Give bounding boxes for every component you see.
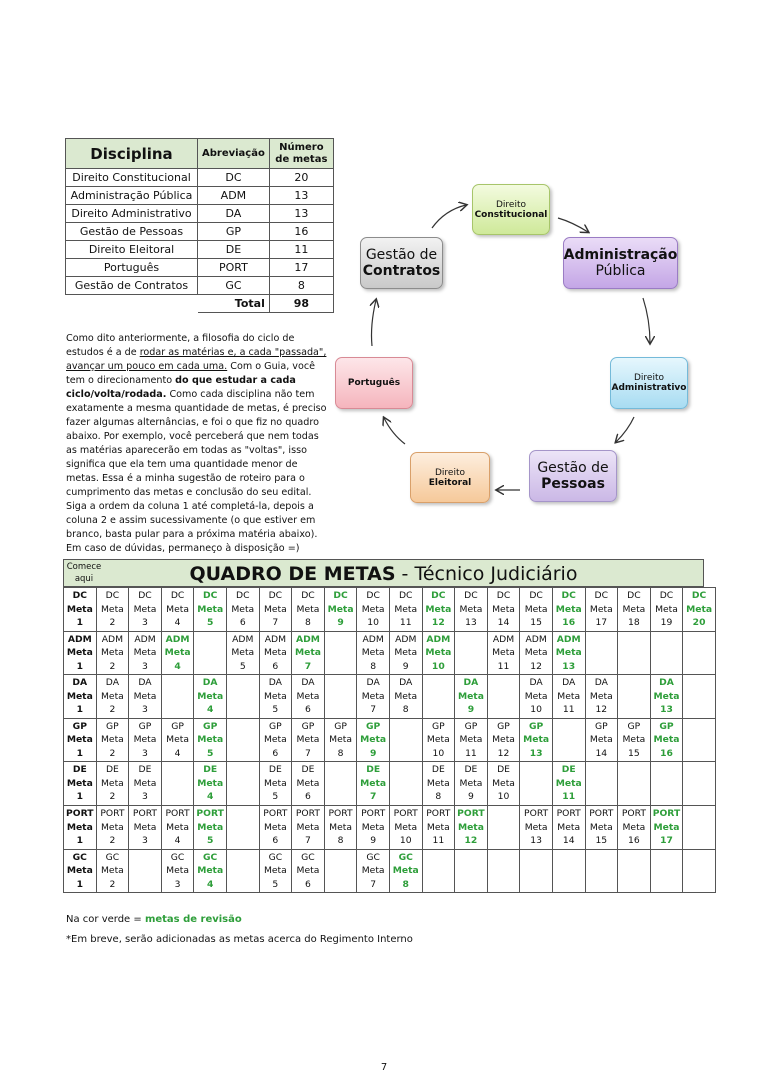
- goal-cell: DA Meta 9: [455, 675, 488, 719]
- empty-goal-cell: [683, 718, 716, 762]
- cycle-node-label: Direito: [633, 373, 664, 383]
- goal-cell: DA Meta 2: [96, 675, 129, 719]
- legend-prefix: Na cor verde =: [66, 914, 145, 925]
- goal-cell: GP Meta 8: [324, 718, 357, 762]
- goals-row-adm: [64, 631, 716, 675]
- empty-goal-cell: [324, 849, 357, 893]
- goal-cell: DE Meta 2: [96, 762, 129, 806]
- start-label-line1: Comece: [66, 562, 102, 572]
- intro-text-1: Como dito anteriormente, a filosofia do ciclo de estudos é a de: [66, 333, 295, 358]
- discipline-goals: 8: [269, 277, 333, 295]
- discipline-abbr: PORT: [198, 259, 270, 277]
- empty-goal-cell: [585, 849, 618, 893]
- goal-cell: GP Meta 9: [357, 718, 390, 762]
- goal-cell: DC Meta 6: [226, 588, 259, 632]
- cycle-node-gp: [529, 450, 617, 502]
- goal-cell: PORT Meta 11: [422, 805, 455, 849]
- goal-cell: GP Meta 5: [194, 718, 227, 762]
- goal-cell: ADM Meta 3: [129, 631, 162, 675]
- discipline-abbr: ADM: [198, 187, 270, 205]
- goals-title-rest: - Técnico Judiciário: [395, 563, 578, 585]
- discipline-abbr: DC: [198, 169, 270, 187]
- empty-goal-cell: [194, 631, 227, 675]
- empty-goal-cell: [552, 849, 585, 893]
- empty-goal-cell: [161, 675, 194, 719]
- goal-cell: ADM Meta 10: [422, 631, 455, 675]
- cycle-node-label: Pessoas: [541, 476, 605, 492]
- cycle-node-label: Gestão de: [365, 247, 438, 263]
- header-discipline: Disciplina: [66, 139, 198, 169]
- empty-goal-cell: [226, 849, 259, 893]
- empty-goal-cell: [683, 805, 716, 849]
- empty-goal-cell: [455, 849, 488, 893]
- discipline-abbr: GC: [198, 277, 270, 295]
- discipline-abbr: DE: [198, 241, 270, 259]
- cycle-node-da: [610, 357, 688, 409]
- header-goals-line1: Número: [279, 141, 324, 153]
- goal-cell: DC Meta 14: [487, 588, 520, 632]
- goal-cell: DC Meta 18: [618, 588, 651, 632]
- goal-cell: GP Meta 1: [64, 718, 97, 762]
- empty-goal-cell: [552, 718, 585, 762]
- arrow-de-to-port: [384, 418, 405, 444]
- empty-goal-cell: [585, 631, 618, 675]
- goal-cell: DA Meta 3: [129, 675, 162, 719]
- goal-cell: GP Meta 16: [650, 718, 683, 762]
- goals-row-gp: [64, 718, 716, 762]
- cycle-node-label: Constitucional: [474, 209, 548, 220]
- goal-cell: DE Meta 1: [64, 762, 97, 806]
- goal-cell: PORT Meta 7: [292, 805, 325, 849]
- goal-cell: DE Meta 3: [129, 762, 162, 806]
- arrow-da-to-gp: [616, 417, 634, 442]
- goal-cell: GC Meta 7: [357, 849, 390, 893]
- empty-goal-cell: [422, 849, 455, 893]
- cycle-node-label: Contratos: [362, 263, 441, 279]
- goal-cell: DE Meta 7: [357, 762, 390, 806]
- discipline-abbr: DA: [198, 205, 270, 223]
- goal-cell: DA Meta 6: [292, 675, 325, 719]
- goal-cell: DE Meta 4: [194, 762, 227, 806]
- arrow-gc-to-dc: [432, 205, 466, 228]
- goal-cell: PORT Meta 12: [455, 805, 488, 849]
- cycle-node-label: Administração: [563, 247, 678, 263]
- empty-goal-cell: [683, 849, 716, 893]
- empty-goal-cell: [683, 631, 716, 675]
- start-label-line2: aqui: [74, 574, 94, 584]
- cycle-node-label: Direito: [495, 199, 526, 210]
- goal-cell: DC Meta 9: [324, 588, 357, 632]
- goal-cell: DA Meta 7: [357, 675, 390, 719]
- goals-row-dc: [64, 588, 716, 632]
- discipline-goals: 13: [269, 205, 333, 223]
- goal-cell: ADM Meta 13: [552, 631, 585, 675]
- discipline-goals: 13: [269, 187, 333, 205]
- intro-text-3: Como cada disciplina não tem exatamente a mesma quantidade de metas, é preciso fazer algumas alternâncias, e foi o que fiz no quadro abaixo. Por exemplo, você perceberá que nem todas as matérias aparecerão em todas as "voltas", isso significa que ela tem uma quantidade menor de metas. Essa é a minha sugestão de roteiro para o cumprimento das metas e conclusão do seu edital. Siga a ordem da coluna 1 até completá-la, depois a coluna 2 e assim sucessivamente (o que estiver em branco, basta pular para a próxima matéria abaixo). Em caso de dúvidas, permaneço à disposição =): [66, 389, 327, 554]
- discipline-name: Administração Pública: [66, 187, 198, 205]
- empty-goal-cell: [324, 631, 357, 675]
- discipline-name: Português: [66, 259, 198, 277]
- empty-goal-cell: [683, 762, 716, 806]
- goal-cell: DC Meta 4: [161, 588, 194, 632]
- discipline-name: Gestão de Pessoas: [66, 223, 198, 241]
- header-abbreviation: Abreviação: [198, 139, 270, 169]
- empty-goal-cell: [161, 762, 194, 806]
- goal-cell: PORT Meta 5: [194, 805, 227, 849]
- cycle-node-port: [335, 357, 413, 409]
- cycle-node-label: Administrativo: [611, 383, 687, 393]
- goal-cell: ADM Meta 6: [259, 631, 292, 675]
- empty-goal-cell: [618, 675, 651, 719]
- empty-goal-cell: [650, 762, 683, 806]
- goal-cell: DE Meta 6: [292, 762, 325, 806]
- discipline-name: Gestão de Contratos: [66, 277, 198, 295]
- goal-cell: PORT Meta 3: [129, 805, 162, 849]
- goal-cell: DC Meta 2: [96, 588, 129, 632]
- goal-cell: GP Meta 7: [292, 718, 325, 762]
- goal-cell: PORT Meta 16: [618, 805, 651, 849]
- empty-goal-cell: [650, 631, 683, 675]
- goal-cell: DE Meta 9: [455, 762, 488, 806]
- discipline-name: Direito Administrativo: [66, 205, 198, 223]
- goal-cell: DE Meta 8: [422, 762, 455, 806]
- goal-cell: DE Meta 10: [487, 762, 520, 806]
- goal-cell: ADM Meta 7: [292, 631, 325, 675]
- goals-board-title: [64, 563, 703, 585]
- goal-cell: GC Meta 4: [194, 849, 227, 893]
- goal-cell: DC Meta 15: [520, 588, 553, 632]
- discipline-goals: 11: [269, 241, 333, 259]
- goal-cell: GC Meta 1: [64, 849, 97, 893]
- cycle-node-adm: [563, 237, 678, 289]
- goal-cell: DA Meta 4: [194, 675, 227, 719]
- goal-cell: PORT Meta 4: [161, 805, 194, 849]
- goal-cell: ADM Meta 5: [226, 631, 259, 675]
- discipline-goals: 17: [269, 259, 333, 277]
- empty-goal-cell: [324, 675, 357, 719]
- goal-cell: DA Meta 5: [259, 675, 292, 719]
- goal-cell: GP Meta 15: [618, 718, 651, 762]
- empty-goal-cell: [226, 805, 259, 849]
- goals-row-gc: [64, 849, 716, 893]
- goal-cell: GC Meta 3: [161, 849, 194, 893]
- goals-title-bold: QUADRO DE METAS: [189, 563, 396, 585]
- cycle-node-de: [410, 452, 490, 503]
- goal-cell: PORT Meta 13: [520, 805, 553, 849]
- goal-cell: GC Meta 2: [96, 849, 129, 893]
- goal-cell: DC Meta 20: [683, 588, 716, 632]
- goal-cell: DC Meta 13: [455, 588, 488, 632]
- goal-cell: PORT Meta 2: [96, 805, 129, 849]
- empty-goal-cell: [520, 849, 553, 893]
- intro-underlined: rodar as matérias e, a cada "passada", avançar um pouco em cada uma.: [66, 347, 327, 372]
- legend-green: metas de revisão: [144, 914, 242, 925]
- empty-goal-cell: [129, 849, 162, 893]
- goal-cell: GP Meta 14: [585, 718, 618, 762]
- goal-cell: DC Meta 12: [422, 588, 455, 632]
- empty-goal-cell: [487, 805, 520, 849]
- page-number: 7: [380, 1062, 388, 1073]
- cycle-node-label: Português: [347, 378, 401, 388]
- goal-cell: PORT Meta 10: [389, 805, 422, 849]
- goal-cell: PORT Meta 1: [64, 805, 97, 849]
- empty-goal-cell: [324, 762, 357, 806]
- empty-goal-cell: [226, 718, 259, 762]
- goal-cell: DC Meta 16: [552, 588, 585, 632]
- goal-cell: DC Meta 11: [389, 588, 422, 632]
- cycle-node-dc: [472, 184, 550, 235]
- goals-row-de: [64, 762, 716, 806]
- total-value: 98: [269, 295, 333, 313]
- empty-goal-cell: [618, 762, 651, 806]
- goal-cell: DC Meta 7: [259, 588, 292, 632]
- goal-cell: DC Meta 3: [129, 588, 162, 632]
- empty-goal-cell: [455, 631, 488, 675]
- empty-goal-cell: [650, 849, 683, 893]
- goal-cell: DA Meta 1: [64, 675, 97, 719]
- goal-cell: PORT Meta 14: [552, 805, 585, 849]
- discipline-goals: 20: [269, 169, 333, 187]
- goal-cell: DA Meta 13: [650, 675, 683, 719]
- arrow-adm-to-da: [643, 298, 650, 343]
- goal-cell: DE Meta 11: [552, 762, 585, 806]
- goal-cell: PORT Meta 17: [650, 805, 683, 849]
- goal-cell: PORT Meta 15: [585, 805, 618, 849]
- goal-cell: GP Meta 2: [96, 718, 129, 762]
- empty-goal-cell: [226, 675, 259, 719]
- goal-cell: GC Meta 6: [292, 849, 325, 893]
- goal-cell: ADM Meta 9: [389, 631, 422, 675]
- goal-cell: DC Meta 17: [585, 588, 618, 632]
- goal-cell: GC Meta 5: [259, 849, 292, 893]
- empty-goal-cell: [422, 675, 455, 719]
- empty-goal-cell: [520, 762, 553, 806]
- empty-goal-cell: [389, 718, 422, 762]
- cycle-node-label: Direito: [434, 467, 465, 478]
- goal-cell: DA Meta 8: [389, 675, 422, 719]
- header-goals-line2: de metas: [275, 153, 328, 165]
- goal-cell: DA Meta 12: [585, 675, 618, 719]
- goal-cell: PORT Meta 8: [324, 805, 357, 849]
- goal-cell: GC Meta 8: [389, 849, 422, 893]
- empty-goal-cell: [585, 762, 618, 806]
- empty-goal-cell: [487, 675, 520, 719]
- goal-cell: DA Meta 10: [520, 675, 553, 719]
- discipline-goals: 16: [269, 223, 333, 241]
- goal-cell: ADM Meta 11: [487, 631, 520, 675]
- legend: [66, 914, 242, 925]
- goal-cell: DC Meta 5: [194, 588, 227, 632]
- empty-goal-cell: [683, 675, 716, 719]
- arrow-port-to-gc: [372, 300, 377, 346]
- goal-cell: DC Meta 19: [650, 588, 683, 632]
- intro-bold: do que estudar a cada ciclo/volta/rodada.: [66, 375, 296, 400]
- discipline-name: Direito Constitucional: [66, 169, 198, 187]
- goal-cell: GP Meta 13: [520, 718, 553, 762]
- goal-cell: ADM Meta 12: [520, 631, 553, 675]
- arrow-dc-to-adm: [558, 218, 588, 232]
- goal-cell: ADM Meta 1: [64, 631, 97, 675]
- cycle-node-label: Eleitoral: [428, 477, 472, 488]
- goal-cell: GP Meta 11: [455, 718, 488, 762]
- footnote: *Em breve, serão adicionadas as metas acerca do Regimento Interno: [66, 934, 413, 945]
- goals-row-da: [64, 675, 716, 719]
- goal-cell: DC Meta 8: [292, 588, 325, 632]
- empty-goal-cell: [618, 631, 651, 675]
- goal-cell: GP Meta 10: [422, 718, 455, 762]
- goal-cell: DC Meta 1: [64, 588, 97, 632]
- empty-goal-cell: [618, 849, 651, 893]
- total-label: Total: [198, 295, 270, 313]
- goal-cell: PORT Meta 9: [357, 805, 390, 849]
- goals-row-port: [64, 805, 716, 849]
- goal-cell: ADM Meta 4: [161, 631, 194, 675]
- cycle-node-label: Pública: [595, 263, 646, 279]
- intro-text-2: Com o Guia, você tem o direcionamento: [66, 361, 316, 386]
- goal-cell: GP Meta 12: [487, 718, 520, 762]
- empty-goal-cell: [226, 762, 259, 806]
- goal-cell: ADM Meta 8: [357, 631, 390, 675]
- goal-cell: DE Meta 5: [259, 762, 292, 806]
- goal-cell: DC Meta 10: [357, 588, 390, 632]
- goal-cell: GP Meta 3: [129, 718, 162, 762]
- cycle-node-gc: [360, 237, 443, 289]
- discipline-abbr: GP: [198, 223, 270, 241]
- cycle-node-label: Gestão de: [537, 460, 609, 476]
- goal-cell: GP Meta 4: [161, 718, 194, 762]
- discipline-name: Direito Eleitoral: [66, 241, 198, 259]
- goal-cell: DA Meta 11: [552, 675, 585, 719]
- goal-cell: ADM Meta 2: [96, 631, 129, 675]
- goals-table: [63, 587, 716, 893]
- empty-goal-cell: [487, 849, 520, 893]
- empty-goal-cell: [389, 762, 422, 806]
- goals-board-header: [63, 559, 704, 587]
- goal-cell: GP Meta 6: [259, 718, 292, 762]
- goal-cell: PORT Meta 6: [259, 805, 292, 849]
